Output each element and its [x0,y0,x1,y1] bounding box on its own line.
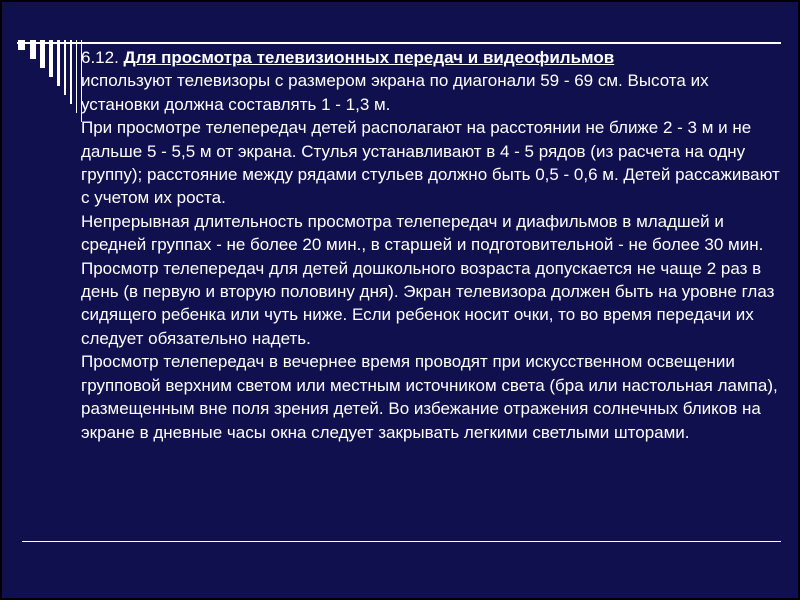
stripe [49,40,53,77]
section-title: Для просмотра телевизионных передач и видеофильмов [123,48,615,67]
slide [2,2,798,598]
bottom-divider [22,541,781,542]
section-number: 6.12. [81,48,124,67]
content-text [81,46,781,444]
stripe [57,40,60,86]
stripe [70,40,72,104]
paragraph: Непрерывная длительность просмотра телепередач и диафильмов в младшей и средней группах - не более 20 мин., в старшей и подготовительной - не более 30 мин. [81,211,764,255]
top-divider [17,42,781,44]
stripe [76,40,77,113]
paragraph: Просмотр телепередач для детей дошкольного возраста допускается не чаще 2 раз в день (в первую и вторую половину дня). Экран телевизора должен быть на уровне глаз сидящего ребенка или чуть ниже. Если ребенок носит очки, то во время передачи их следует обязательно надеть. [81,258,775,348]
paragraph: Просмотр телепередач в вечернее время проводят при искусственном освещении групповой верхним светом или местным источником света (бра или настольная лампа), размещенным вне поля зрения детей. Во избежание отражения солнечных бликов на экране в дневные часы окна следует закрывать легкими светлыми шторами. [81,352,778,442]
stripe [64,40,66,95]
stripe [40,40,45,68]
heading-paragraph [81,46,781,116]
paragraph: При просмотре телепередач детей располагают на расстоянии не ближе 2 - 3 м и не дальше 5 - 5,5 м от экрана. Стулья устанавливают в 4 - 5 рядов (из расчета на одну группу); расстояние между рядами стульев должно быть 0,5 - 0,6 м. Детей рассаживают с учетом их роста. [81,118,780,208]
paragraph-text: используют телевизоры с размером экрана по диагонали 59 - 69 см. Высота их установки должна составлять 1 - 1,3 м. [81,71,709,114]
